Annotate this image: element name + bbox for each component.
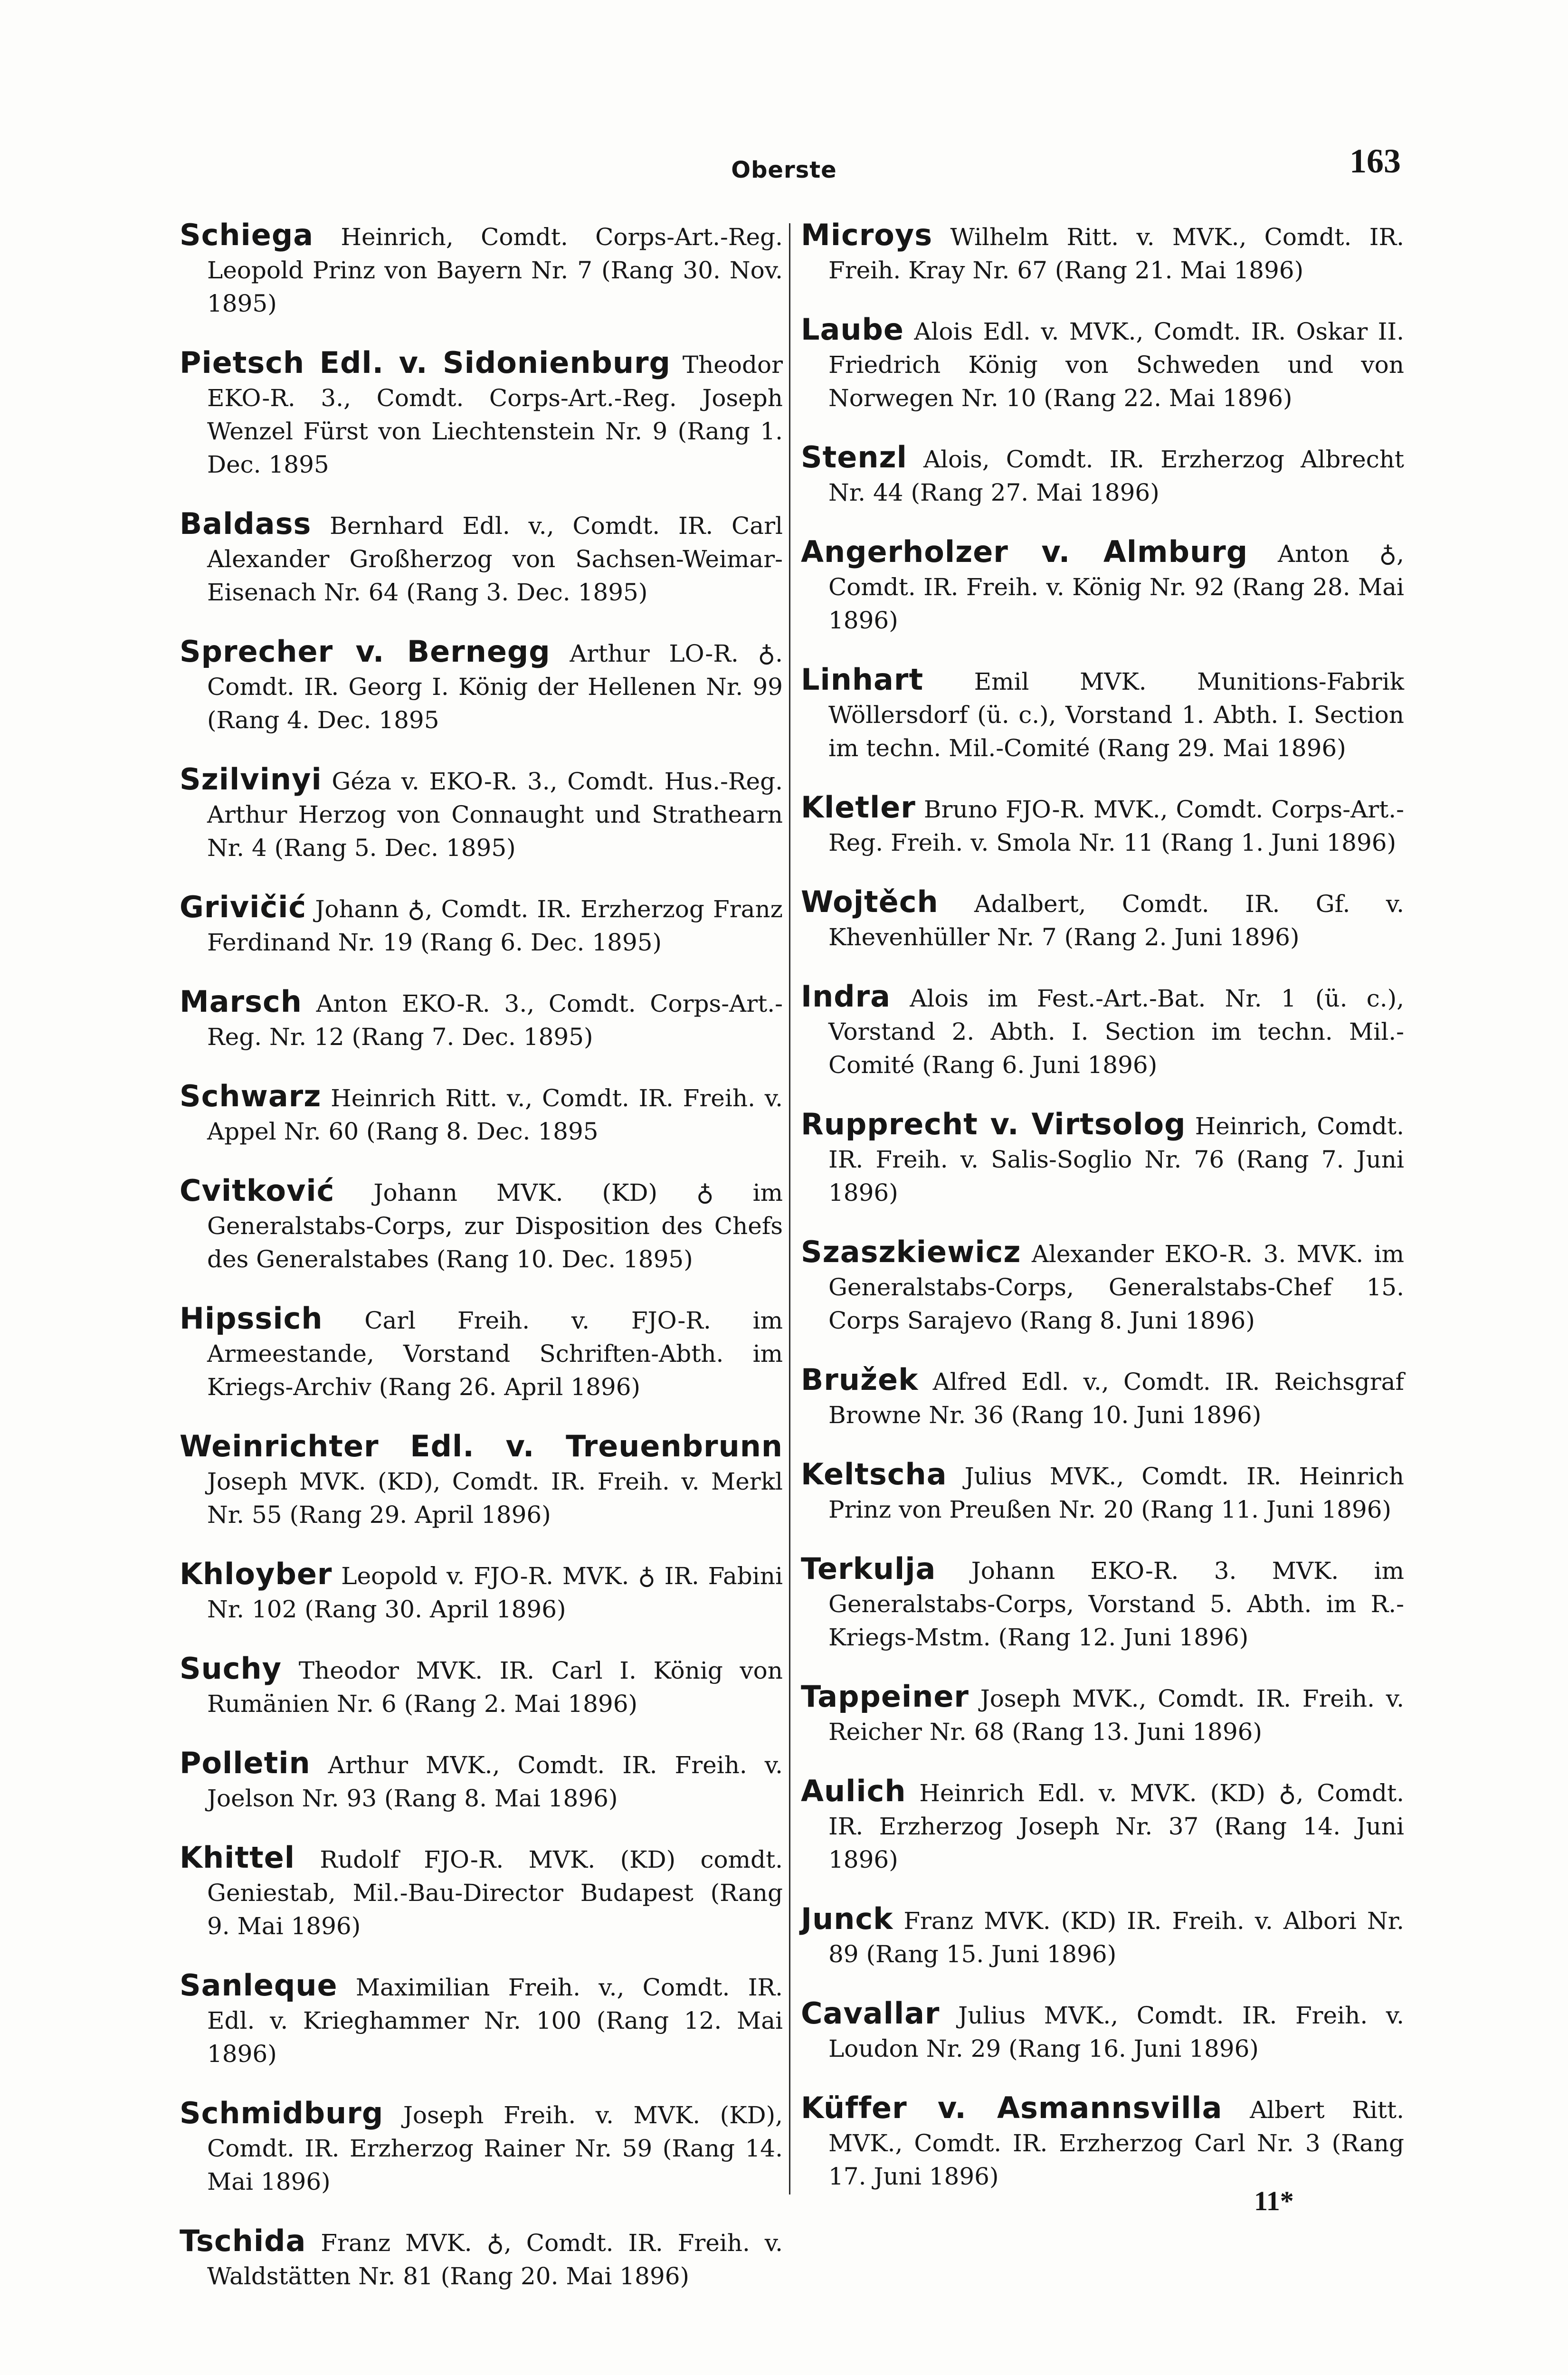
officer-entry: [180, 1302, 783, 1404]
officer-details: Anton EKO-R. 3., Comdt. Corps-Art.-Reg. Nr. 12 (Rang 7. Dec. 1895): [207, 990, 783, 1051]
officer-entry: [801, 1902, 1404, 1971]
officer-name: Pietsch Edl. v. Sidonienburg: [180, 345, 671, 380]
officer-entry: [180, 1430, 783, 1531]
officer-name: Cavallar: [801, 1996, 940, 2031]
officer-entry: [180, 346, 783, 481]
page-number: 163: [1349, 142, 1401, 180]
officer-name: Bružek: [801, 1362, 919, 1397]
officer-entry: [801, 218, 1404, 287]
officer-details: Joseph Freih. v. MVK. (KD), Comdt. IR. Erzherzog Rainer Nr. 59 (Rang 14. Mai 1896): [207, 2101, 783, 2195]
officer-entry: [801, 791, 1404, 859]
officer-entry: [801, 1997, 1404, 2065]
officer-name: Angerholzer v. Almburg: [801, 534, 1248, 569]
officer-details: Carl Freih. v. FJO-R. im Armeestande, Vorstand Schriften-Abth. im Kriegs-Archiv (Rang 26. April 1896): [207, 1307, 783, 1401]
officer-entry: [180, 635, 783, 737]
officer-entry: [180, 891, 783, 959]
officer-details: Adalbert, Comdt. IR. Gf. v. Khevenhüller Nr. 7 (Rang 2. Juni 1896): [828, 890, 1404, 951]
officer-entry: [180, 2224, 783, 2293]
officer-entry: [180, 1652, 783, 1720]
officer-name: Schiega: [180, 218, 314, 252]
officer-details: Franz MVK. ♁, Comdt. IR. Freih. v. Waldstätten Nr. 81 (Rang 20. Mai 1896): [207, 2229, 783, 2290]
officer-name: Sanleque: [180, 1968, 338, 2003]
officer-details: Arthur MVK., Comdt. IR. Freih. v. Joelson Nr. 93 (Rang 8. Mai 1896): [207, 1751, 783, 1812]
officer-name: Szaszkiewicz: [801, 1235, 1021, 1269]
officer-entry: [801, 980, 1404, 1082]
officer-details: Johann ♁, Comdt. IR. Erzherzog Franz Ferdinand Nr. 19 (Rang 6. Dec. 1895): [207, 895, 783, 956]
officer-details: Alexander EKO-R. 3. MVK. im Generalstabs-Corps, Generalstabs-Chef 15. Corps Sarajevo (Rang 8. Juni 1896): [828, 1240, 1404, 1334]
officer-details: Julius MVK., Comdt. IR. Heinrich Prinz von Preußen Nr. 20 (Rang 11. Juni 1896): [828, 1463, 1404, 1523]
officer-name: Khloyber: [180, 1557, 333, 1591]
officer-details: Albert Ritt. MVK., Comdt. IR. Erzherzog Carl Nr. 3 (Rang 17. Juni 1896): [828, 2096, 1404, 2190]
right-column: [801, 218, 1404, 2219]
officer-name: Suchy: [180, 1651, 282, 1686]
officer-entry: [801, 1458, 1404, 1526]
officer-name: Keltscha: [801, 1457, 947, 1492]
officer-details: Alois im Fest.-Art.-Bat. Nr. 1 (ü. c.), Vorstand 2. Abth. I. Section im techn. Mil.-Comité (Rang 6. Juni 1896): [828, 985, 1404, 1079]
officer-name: Grivičić: [180, 890, 307, 924]
officer-entry: [180, 1558, 783, 1626]
officer-details: Heinrich Ritt. v., Comdt. IR. Freih. v. Appel Nr. 60 (Rang 8. Dec. 1895: [207, 1084, 783, 1145]
officer-name: Schwarz: [180, 1079, 322, 1113]
officer-entry: [180, 2097, 783, 2198]
left-column: [180, 218, 783, 2319]
officer-details: Heinrich Edl. v. MVK. (KD) ♁, Comdt. IR. Erzherzog Joseph Nr. 37 (Rang 14. Juni 1896): [828, 1779, 1404, 1873]
officer-details: Emil MVK. Munitions-Fabrik Wöllersdorf (ü. c.), Vorstand 1. Abth. I. Section im techn. Mil.-Comité (Rang 29. Mai 1896): [828, 668, 1404, 762]
officer-details: Bruno FJO-R. MVK., Comdt. Corps-Art.-Reg. Freih. v. Smola Nr. 11 (Rang 1. Juni 1896): [828, 796, 1404, 856]
officer-entry: [180, 763, 783, 864]
officer-name: Khittel: [180, 1840, 295, 1875]
officer-details: Rudolf FJO-R. MVK. (KD) comdt. Geniestab, Mil.-Bau-Director Budapest (Rang 9. Mai 1896): [207, 1846, 783, 1940]
officer-details: Wilhelm Ritt. v. MVK., Comdt. IR. Freih. Kray Nr. 67 (Rang 21. Mai 1896): [828, 223, 1404, 284]
officer-name: Aulich: [801, 1774, 906, 1808]
officer-name: Rupprecht v. Virtsolog: [801, 1107, 1186, 1141]
officer-details: Maximilian Freih. v., Comdt. IR. Edl. v. Krieghammer Nr. 100 (Rang 12. Mai 1896): [207, 1974, 783, 2068]
officer-name: Tappeiner: [801, 1679, 969, 1714]
officer-name: Terkulja: [801, 1551, 936, 1586]
officer-details: Johann EKO-R. 3. MVK. im Generalstabs-Corps, Vorstand 5. Abth. im R.-Kriegs-Mstm. (Rang 12. Juni 1896): [828, 1557, 1404, 1651]
officer-name: Junck: [801, 1901, 893, 1936]
officer-details: Johann MVK. (KD) ♁ im Generalstabs-Corps, zur Disposition des Chefs des Generalstabes (Rang 10. Dec. 1895): [207, 1179, 783, 1273]
officer-name: Cvitković: [180, 1173, 335, 1208]
officer-entry: [801, 535, 1404, 637]
officer-details: Heinrich, Comdt. Corps-Art.-Reg. Leopold Prinz von Bayern Nr. 7 (Rang 30. Nov. 1895): [207, 223, 783, 317]
officer-entry: [180, 1174, 783, 1276]
officer-details: Alois, Comdt. IR. Erzherzog Albrecht Nr. 44 (Rang 27. Mai 1896): [828, 446, 1404, 506]
officer-entry: [180, 1969, 783, 2071]
officer-details: Heinrich, Comdt. IR. Freih. v. Salis-Soglio Nr. 76 (Rang 7. Juni 1896): [828, 1112, 1404, 1206]
officer-details: Theodor EKO-R. 3., Comdt. Corps-Art.-Reg. Joseph Wenzel Fürst von Liechtenstein Nr. 9 (Rang 1. Dec. 1895: [207, 351, 783, 478]
officer-name: Microys: [801, 218, 933, 252]
officer-entry: [801, 1552, 1404, 1654]
column-divider: [789, 223, 790, 2194]
officer-details: Joseph MVK. (KD), Comdt. IR. Freih. v. Merkl Nr. 55 (Rang 29. April 1896): [207, 1468, 783, 1529]
officer-name: Küffer v. Asmannsvilla: [801, 2090, 1223, 2125]
page-title: Oberste: [731, 157, 837, 183]
officer-details: Franz MVK. (KD) IR. Freih. v. Albori Nr. 89 (Rang 15. Juni 1896): [828, 1907, 1404, 1968]
officer-details: Joseph MVK., Comdt. IR. Freih. v. Reicher Nr. 68 (Rang 13. Juni 1896): [828, 1685, 1404, 1746]
officer-name: Szilvinyi: [180, 762, 322, 797]
officer-entry: [801, 2091, 1404, 2193]
officer-details: Alfred Edl. v., Comdt. IR. Reichsgraf Browne Nr. 36 (Rang 10. Juni 1896): [828, 1368, 1404, 1429]
officer-entry: [801, 1775, 1404, 1876]
officer-entry: [801, 885, 1404, 954]
officer-entry: [180, 507, 783, 609]
officer-entry: [801, 313, 1404, 415]
officer-details: Theodor MVK. IR. Carl I. König von Rumänien Nr. 6 (Rang 2. Mai 1896): [207, 1657, 783, 1718]
signature-mark: 11*: [1254, 2185, 1294, 2216]
officer-name: Kletler: [801, 790, 916, 825]
officer-name: Sprecher v. Bernegg: [180, 634, 551, 669]
officer-details: Bernhard Edl. v., Comdt. IR. Carl Alexander Großherzog von Sachsen-Weimar-Eisenach Nr. 64 (Rang 3. Dec. 1895): [207, 512, 783, 606]
officer-entry: [180, 1080, 783, 1148]
officer-entry: [801, 1363, 1404, 1432]
officer-name: Laube: [801, 312, 904, 347]
officer-entry: [801, 663, 1404, 765]
officer-name: Indra: [801, 979, 891, 1014]
officer-entry: [180, 1747, 783, 1815]
officer-entry: [180, 218, 783, 320]
officer-details: Leopold v. FJO-R. MVK. ♁ IR. Fabini Nr. 102 (Rang 30. April 1896): [207, 1562, 783, 1623]
officer-name: Marsch: [180, 984, 302, 1019]
officer-details: Alois Edl. v. MVK., Comdt. IR. Oskar II. Friedrich König von Schweden und von Norwegen Nr. 10 (Rang 22. Mai 1896): [828, 318, 1404, 412]
officer-name: Wojtěch: [801, 884, 939, 919]
officer-name: Schmidburg: [180, 2096, 384, 2130]
officer-entry: [801, 1680, 1404, 1748]
officer-name: Stenzl: [801, 440, 907, 475]
officer-entry: [801, 1235, 1404, 1337]
officer-name: Baldass: [180, 506, 312, 541]
officer-name: Linhart: [801, 662, 924, 697]
officer-name: Weinrichter Edl. v. Treuenbrunn: [180, 1429, 783, 1463]
officer-entry: [180, 985, 783, 1054]
officer-entry: [801, 1108, 1404, 1209]
officer-details: Arthur LO-R. ♁. Comdt. IR. Georg I. König der Hellenen Nr. 99 (Rang 4. Dec. 1895: [207, 640, 783, 734]
officer-name: Hipssich: [180, 1301, 323, 1336]
officer-name: Tschida: [180, 2223, 306, 2258]
officer-details: Géza v. EKO-R. 3., Comdt. Hus.-Reg. Arthur Herzog von Connaught und Strathearn Nr. 4 (Rang 5. Dec. 1895): [207, 768, 783, 862]
officer-name: Polletin: [180, 1746, 311, 1780]
officer-entry: [801, 441, 1404, 509]
officer-details: Anton ♁, Comdt. IR. Freih. v. König Nr. 92 (Rang 28. Mai 1896): [828, 540, 1404, 634]
officer-details: Julius MVK., Comdt. IR. Freih. v. Loudon Nr. 29 (Rang 16. Juni 1896): [828, 2002, 1404, 2062]
officer-entry: [180, 1841, 783, 1943]
